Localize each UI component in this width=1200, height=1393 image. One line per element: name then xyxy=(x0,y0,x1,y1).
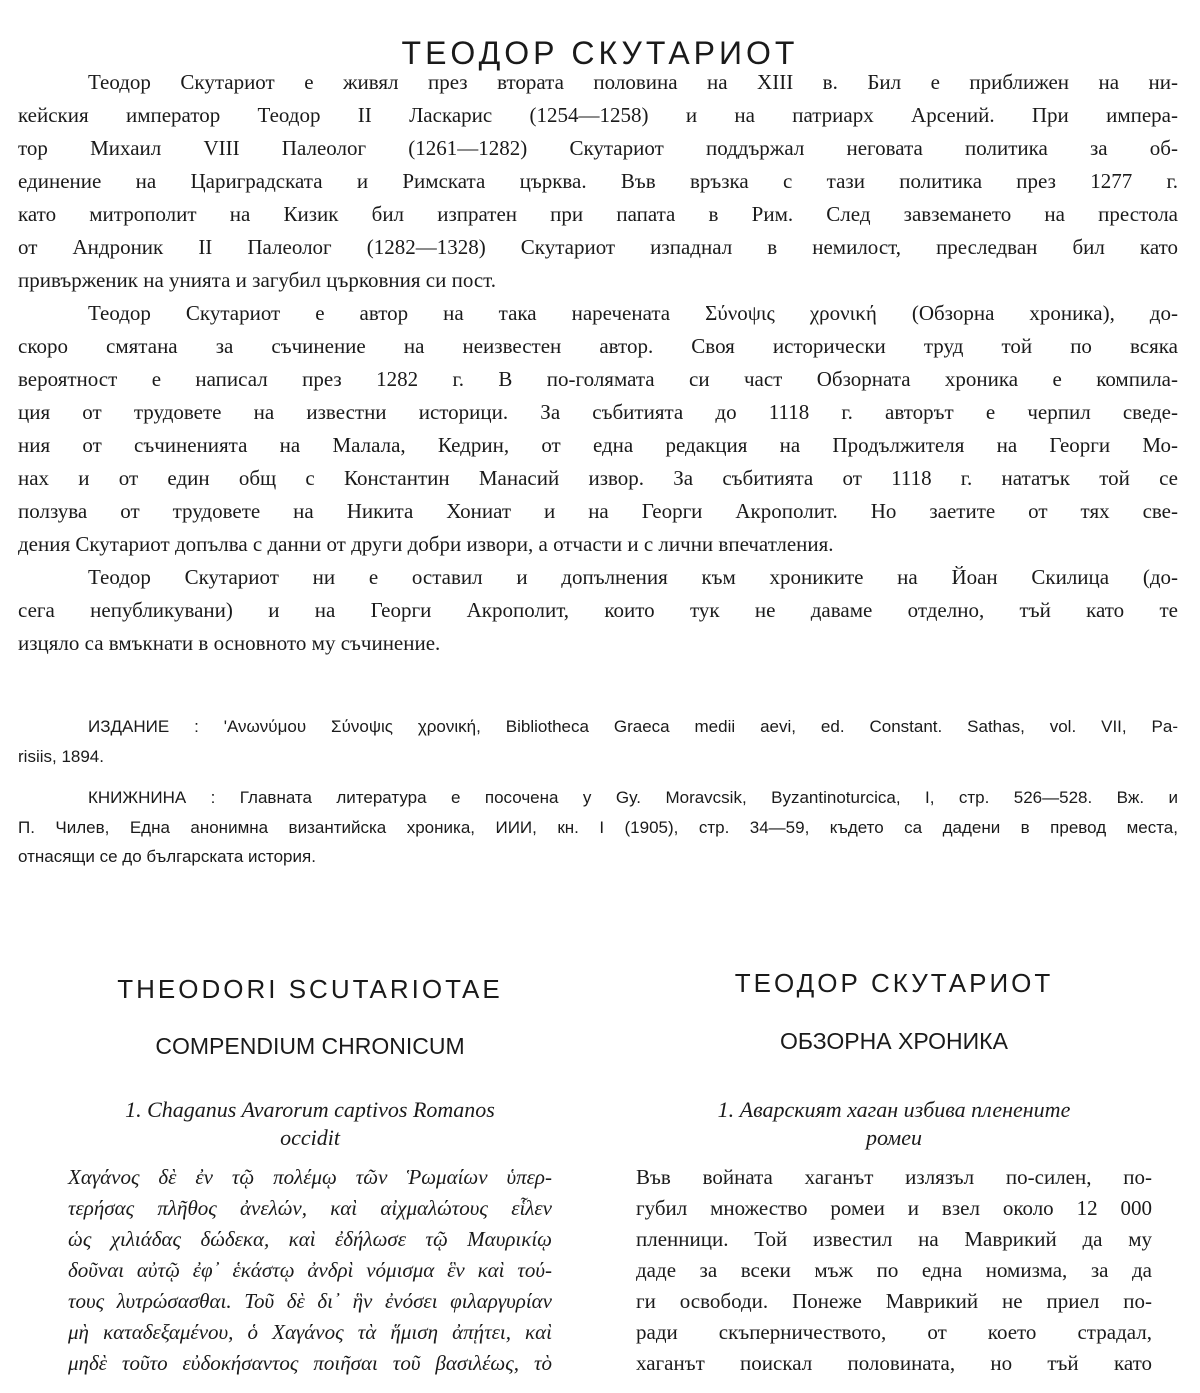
greek-line: δοῦναι αὐτῷ ἐφ᾽ ἑκάστῳ ἀνδρὶ νόμισμα ἓν καὶ τού- xyxy=(68,1258,552,1282)
bibliography-line: П. Чилев, Една анонимна византийска хроника, ИИИ, кн. I (1905), стр. 34—59, където са дадени в превод места, xyxy=(18,817,1178,837)
section-title-line: 1. Chaganus Avarorum captivos Romanos xyxy=(125,1097,495,1122)
section-title-line: 1. Аварският хаган избива пленените xyxy=(717,1097,1071,1122)
bulgarian-text xyxy=(636,1162,1152,1379)
greek-line: τους λυτρώσασθαι. Τοῦ δὲ δι᾽ ἣν ἐνόσει φιλαργυρίαν xyxy=(68,1289,552,1313)
greek-line: Χαγάνος δὲ ἐν τῷ πολέμῳ τῶν Ῥωμαίων ὑπερ- xyxy=(68,1165,552,1189)
bulgarian-column xyxy=(636,0,1152,1393)
paragraph-line: Теодор Скутариот е автор на така наречената Σύνοψις χρονική (Обзорна хроника), до- xyxy=(88,301,1178,325)
page-title: ТЕОДОР СКУТАРИОТ xyxy=(401,35,799,72)
paragraph-line: изцяло са вмъкнати в основното му съчинение. xyxy=(18,631,441,655)
bibliography-line: ИЗДАНИЕ : 'Ανωνύμου Σύνοψις χρονική, Bibliotheca Graeca medii aevi, ed. Constant. Sathas, vol. VII, Pa- xyxy=(88,717,1178,736)
paragraph-line: кейския император Теодор II Ласкарис (1254—1258) и на патриарх Арсений. При импера- xyxy=(18,103,1178,127)
latin-heading: THEODORI SCUTARIOTAE xyxy=(117,974,503,1004)
greek-text xyxy=(68,1162,552,1379)
bulgarian-line: ради скъперничеството, от което страдал, xyxy=(636,1320,1152,1344)
paragraph-line: нах и от един общ с Константин Манасий извор. За събитията от 1118 г. нататък той се xyxy=(18,466,1178,490)
bibliography-line: отнасящи се до българската история. xyxy=(18,847,316,866)
paragraph-line: от Андроник II Палеолог (1282—1328) Скутариот изпаднал в немилост, преследван бил като xyxy=(18,235,1178,259)
bulgarian-line: губил множество ромеи и взел около 12 000 xyxy=(636,1196,1152,1220)
section-title-line: ромеи xyxy=(866,1125,922,1150)
bibliography-line: risiis, 1894. xyxy=(18,746,104,766)
paragraph-line: скоро смятана за съчинение на неизвестен автор. Своя исторически труд той по всяка xyxy=(18,334,1178,358)
greek-line: ὡς χιλιάδας δώδεκα, καὶ ἐδήλωσε τῷ Μαυρικίῳ xyxy=(68,1227,552,1251)
paragraph-line: тор Михаил VIII Палеолог (1261—1282) Скутариот поддържал неговата политика за об- xyxy=(18,136,1178,160)
greek-column xyxy=(68,0,552,1393)
paragraph-line: привърженик на унията и загубил църковния си пост. xyxy=(18,268,497,292)
bulgarian-heading: ТЕОДОР СКУТАРИОТ xyxy=(734,968,1054,998)
paragraph-line: сега непубликувани) и на Георги Акрополит, които тук не даваме отделно, тъй като те xyxy=(18,598,1178,622)
paragraph-line: дения Скутариот допълва с данни от други добри извори, а отчасти и с лични впечатления. xyxy=(18,532,834,556)
paragraph-line: единение на Цариградската и Римската църква. Във връзка с тази политика през 1277 г. xyxy=(18,169,1178,193)
paragraph-line: вероятност е написал през 1282 г. В по-голямата си част Обзорната хроника е компила- xyxy=(18,367,1178,391)
paragraph-line: ния от съчиненията на Малала, Кедрин, от една редакция на Продължителя на Георги Мо- xyxy=(18,433,1178,457)
paragraph-line: ция от трудовете на известни историци. За събитията до 1118 г. авторът е черпил сведе- xyxy=(18,400,1178,424)
bulgarian-line: пленници. Той известил на Маврикий да му xyxy=(636,1227,1152,1251)
bulgarian-line: ги освободи. Понеже Маврикий не приел по- xyxy=(636,1289,1152,1313)
bulgarian-line: даде за всеки мъж по една номизма, за да xyxy=(636,1258,1152,1282)
bulgarian-line: хаганът поискал половината, но тъй като xyxy=(636,1351,1152,1375)
greek-line: μὴ καταδεξαμένου, ὁ Χαγάνος τὰ ἥμιση ἀπῄτει, καὶ xyxy=(68,1320,552,1344)
paragraph-line: ползува от трудовете на Никита Хониат и на Георги Акрополит. Но заетите от тях све- xyxy=(18,499,1178,523)
latin-subheading: COMPENDIUM CHRONICUM xyxy=(155,1033,465,1059)
section-title-line: occidit xyxy=(280,1125,340,1150)
latin-section-title xyxy=(68,1096,552,1152)
paragraph-line: Теодор Скутариот ни е оставил и допълнения към хрониките на Йоан Скилица (до- xyxy=(88,565,1178,589)
paragraph-line: Теодор Скутариот е живял през втората половина на XIII в. Бил е приближен на ни- xyxy=(88,70,1178,94)
bulgarian-section-title xyxy=(636,1096,1152,1152)
paragraph-line: като митрополит на Кизик бил изпратен при папата в Рим. След завземането на престола xyxy=(18,202,1178,226)
bibliography-line: КНИЖНИНА : Главната литература е посочена у Gy. Moravcsik, Byzantinoturcica, I, стр. 526—528. Вж. и xyxy=(88,788,1178,807)
bulgarian-line: Във войната хаганът излязъл по-силен, по- xyxy=(636,1165,1152,1189)
bulgarian-subheading: ОБЗОРНА ХРОНИКА xyxy=(780,1028,1008,1054)
greek-line: τερήσας πλῆθος ἀνελών, καὶ αἰχμαλώτους εἷλεν xyxy=(68,1196,552,1220)
greek-line: μηδὲ τοῦτο εὐδοκήσαντος ποιῆσαι τοῦ βασιλέως, τὸ xyxy=(68,1351,552,1375)
